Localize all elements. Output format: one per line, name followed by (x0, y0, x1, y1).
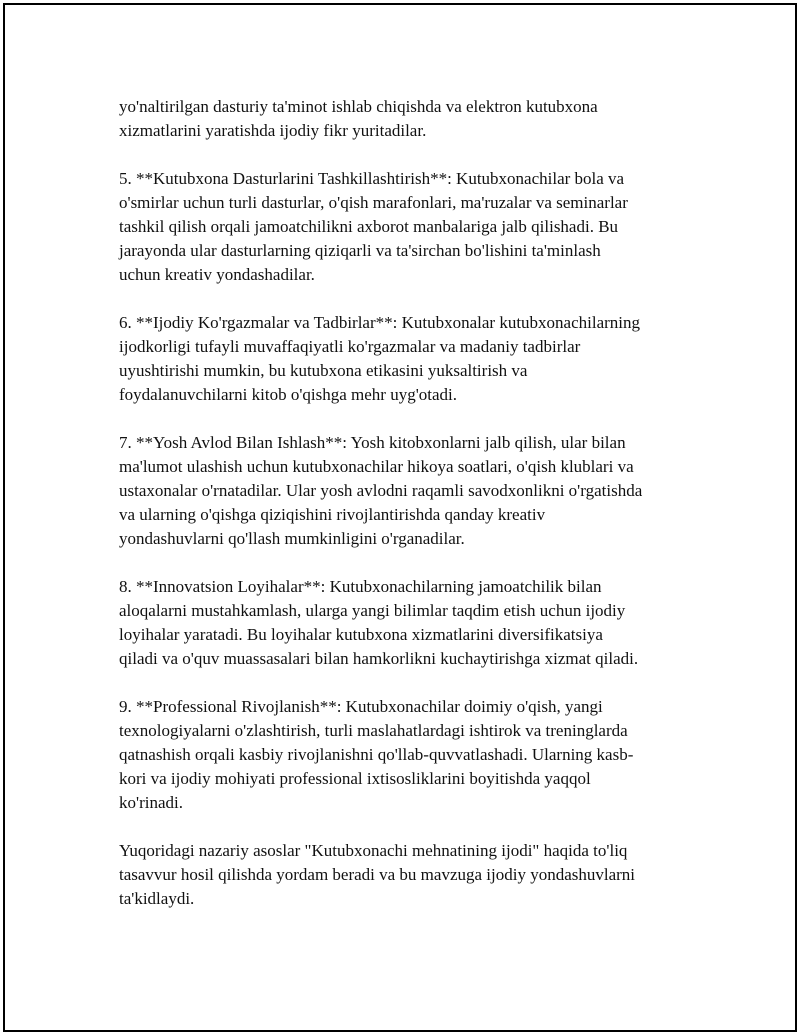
paragraph-item-8: 8. **Innovatsion Loyihalar**: Kutubxonachilarning jamoatchilik bilan aloqalarni mustahkamlash, ularga yangi bilimlar taqdim etish uchun ijodiy loyihalar yaratadi. Bu loyihalar kutubxona xizmatlarini diversifikatsiya qiladi va o'quv muassasalari bilan hamkorlikni kuchaytirishga xizmat qiladi. (119, 577, 639, 668)
paragraph-conclusion: Yuqoridagi nazariy asoslar "Kutubxonachi mehnatining ijodi" haqida to'liq tasavvur hosil qilishda yordam beradi va bu mavzuga ijodiy yondashuvlarni ta'kidlaydi. (119, 841, 636, 908)
paragraph-item-7: 7. **Yosh Avlod Bilan Ishlash**: Yosh kitobxonlarni jalb qilish, ular bilan ma'lumot ulashish uchun kutubxonachilar hikoya soatlari, o'qish klublari va ustaxonalar o'rnatadilar. Ular yosh avlodni raqamli savodxonlikni o'rgatishda va ularning o'qishga qiziqishini rivojlantirishda qanday kreativ yondashuvlarni qo'llash mumkinligini o'rganadilar. (119, 433, 643, 548)
document-body (119, 95, 694, 935)
page-frame (3, 3, 797, 1032)
paragraph-item-6: 6. **Ijodiy Ko'rgazmalar va Tadbirlar**: Kutubxonalar kutubxonachilarning ijodkorligi tufayli muvaffaqiyatli ko'rgazmalar va madaniy tadbirlar uyushtirishi mumkin, bu kutubxona etikasini yuksaltirish va foydalanuvchilarni kitob o'qishga mehr uyg'otadi. (119, 313, 641, 404)
paragraph-item-9: 9. **Professional Rivojlanish**: Kutubxonachilar doimiy o'qish, yangi texnologiyalarni o'zlashtirish, turli maslahatlardagi ishtirok va treninglarda qatnashish orqali kasbiy rivojlanishni qo'llab-quvvatlashadi. Ularning kasb- kori va ijodiy mohiyati professional ixtisosliklarini boyitishda yaqqol ko'rinadi. (119, 697, 634, 812)
paragraph-item-5: 5. **Kutubxona Dasturlarini Tashkillashtirish**: Kutubxonachilar bola va o'smirlar uchun turli dasturlar, o'qish marafonlari, ma'ruzalar va seminarlar tashkil qilish orqali jamoatchilikni axborot manbalariga jalb qilishadi. Bu jarayonda ular dasturlarning qiziqarli va ta'sirchan bo'lishini ta'minlash uchun kreativ yondashadilar. (119, 169, 628, 284)
paragraph-continuation: yo'naltirilgan dasturiy ta'minot ishlab chiqishda va elektron kutubxona xizmatlarini yaratishda ijodiy fikr yuritadilar. (119, 97, 598, 140)
